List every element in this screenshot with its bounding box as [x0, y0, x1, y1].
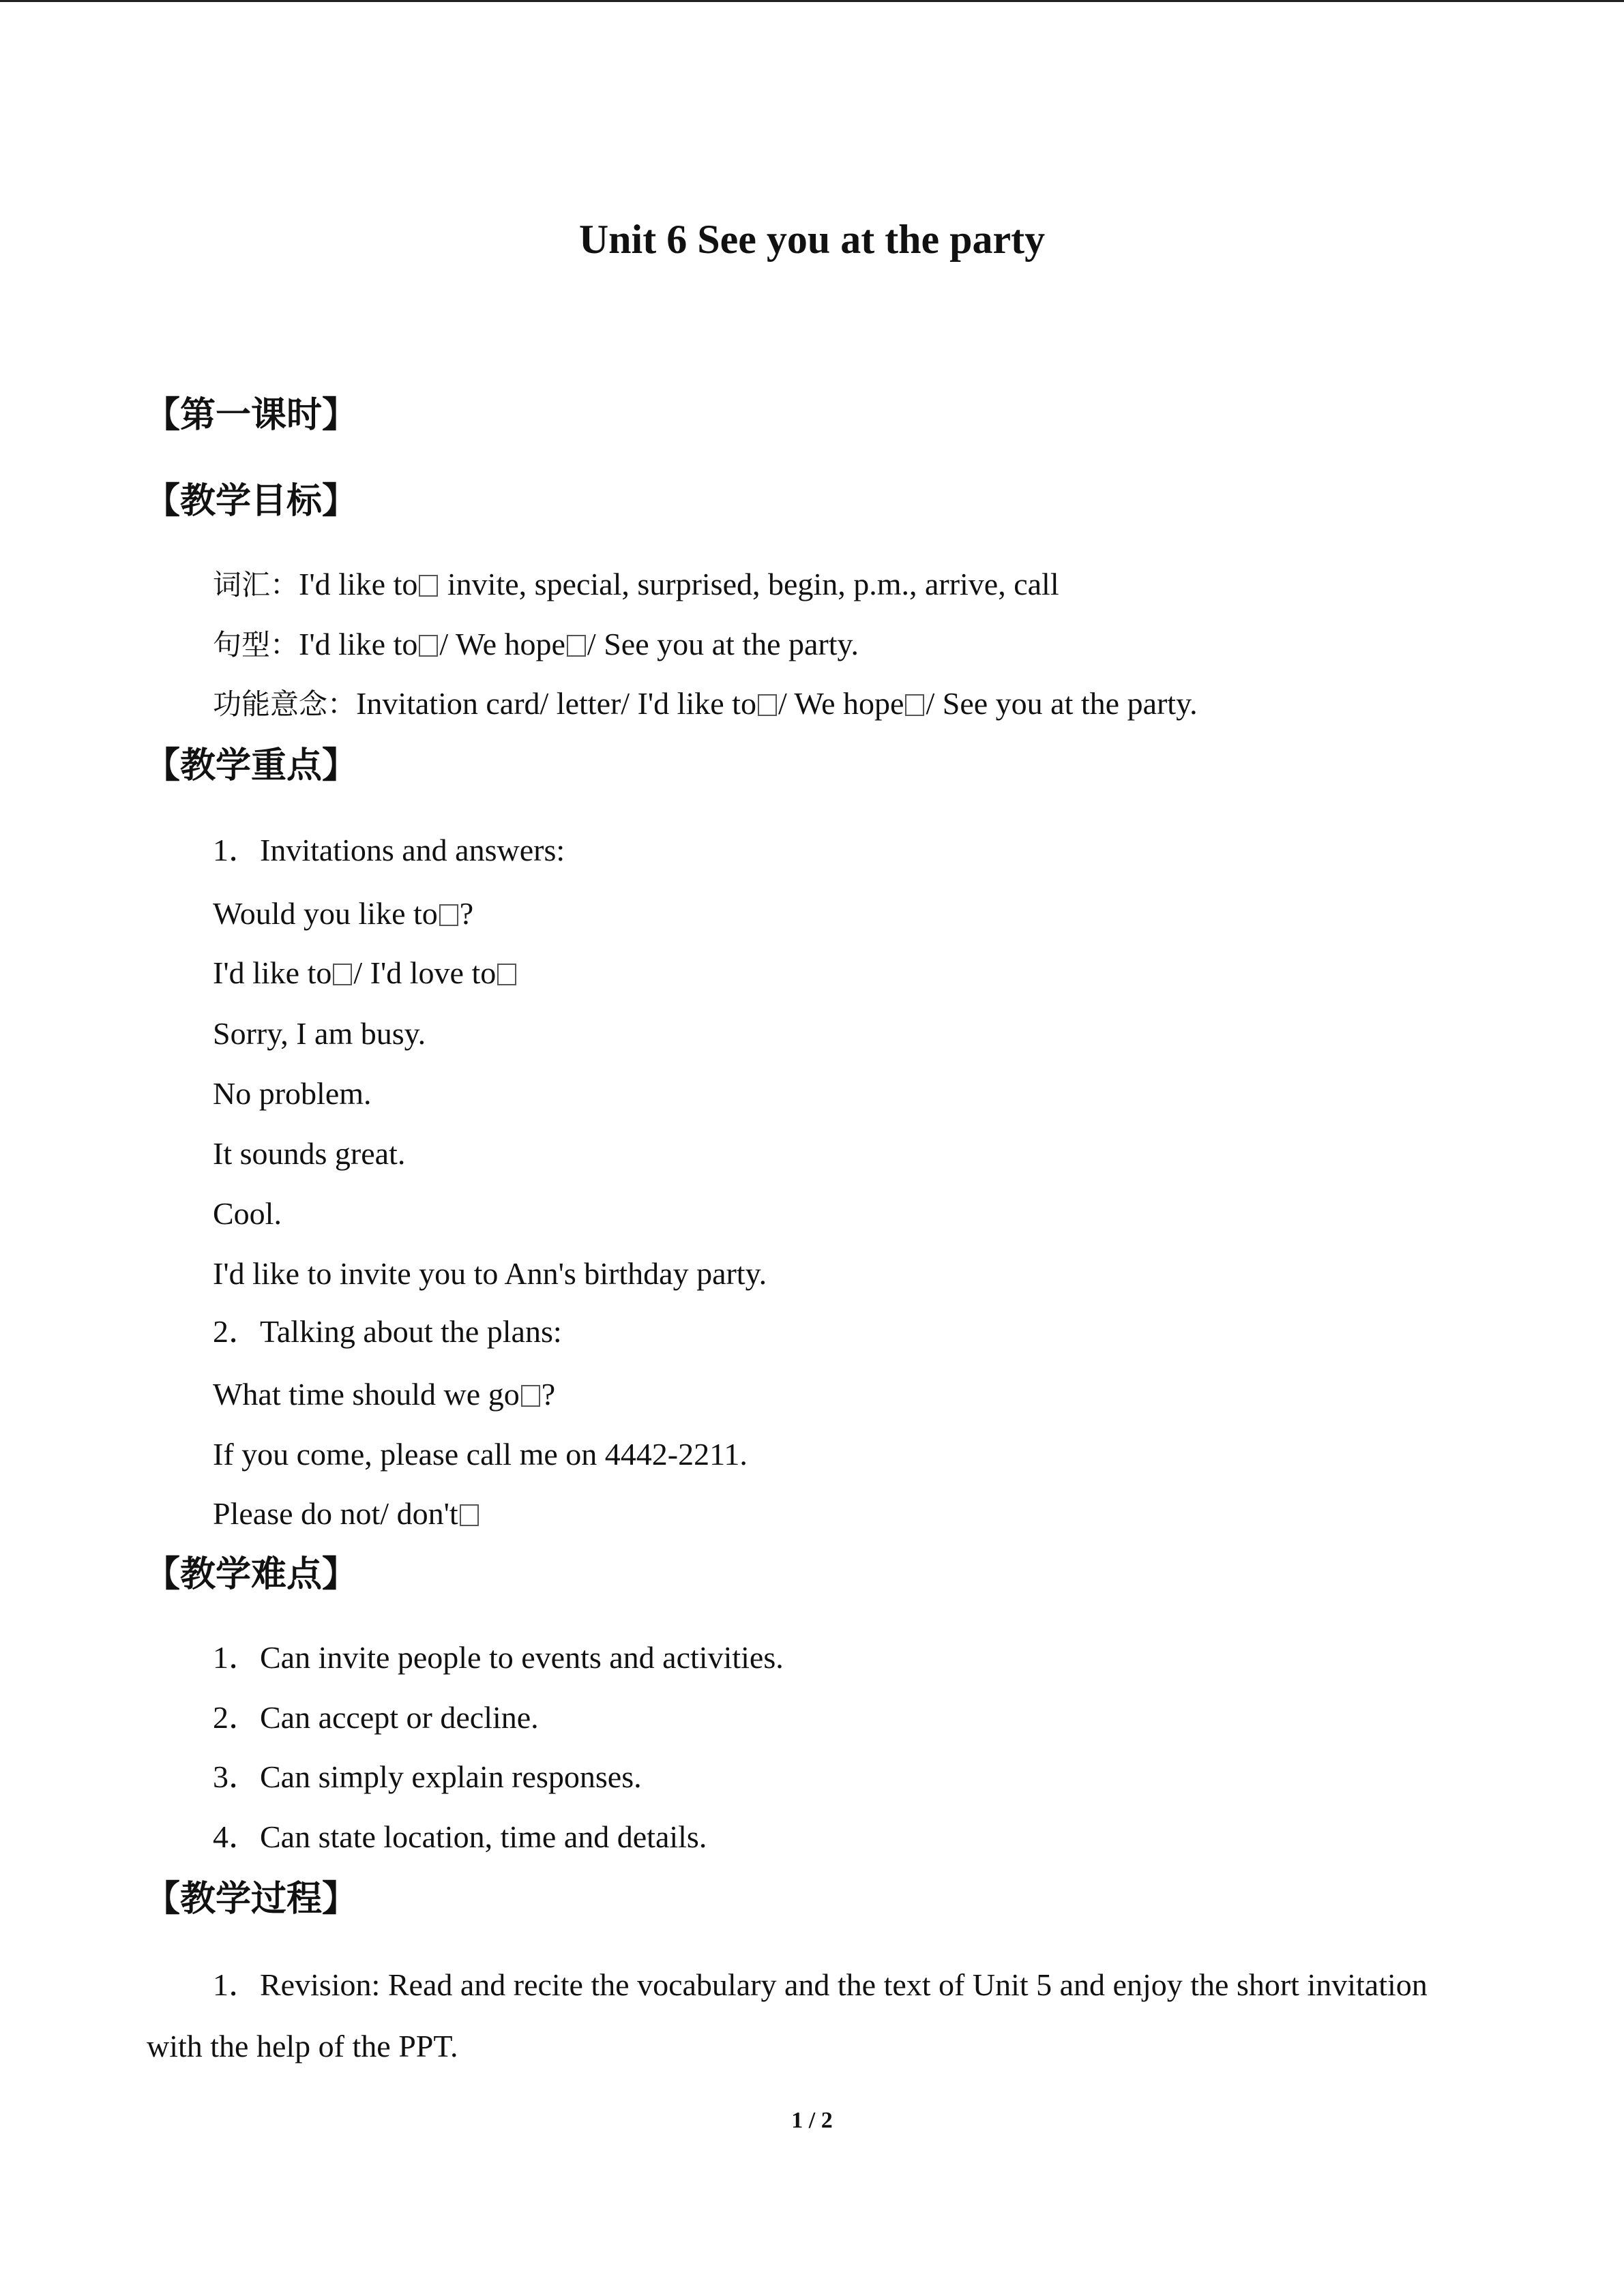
vocab-text-a: I'd like to [299, 567, 418, 601]
function-text-c: / See you at the party. [926, 686, 1198, 721]
line-text: What time should we go [213, 1377, 520, 1412]
line-text: ? [541, 1377, 556, 1412]
key-point-line: Cool. [213, 1196, 282, 1231]
process-line-1: 1．Revision: Read and recite the vocabulary and the text of Unit 5 and enjoy the short invitation [213, 1967, 1428, 2002]
missing-glyph-box [567, 635, 586, 657]
line-text: Would you like to [213, 896, 438, 931]
difficulty-item: 1．Can invite people to events and activities. [213, 1640, 784, 1675]
vocab-text-b: invite, special, surprised, begin, p.m., arrive, call [439, 567, 1059, 601]
missing-glyph-box [758, 694, 777, 716]
section-objectives-heading: 【教学目标】 [145, 481, 358, 522]
key-point-line: No problem. [213, 1076, 372, 1111]
missing-glyph-box [905, 694, 924, 716]
objective-sentence-patterns [213, 629, 859, 660]
key-point-line [213, 898, 473, 929]
line-text: I'd like to [213, 955, 332, 990]
pattern-text-a: I'd like to [299, 627, 418, 661]
function-text-a: Invitation card/ letter/ I'd like to [356, 686, 756, 721]
missing-glyph-box [419, 575, 438, 597]
key-point-line [213, 1498, 480, 1530]
key-point-item-1: 1．Invitations and answers: [213, 833, 565, 867]
page-number: 1 / 2 [791, 2108, 833, 2133]
difficulty-item: 2．Can accept or decline. [213, 1700, 539, 1735]
key-point-item-2: 2．Talking about the plans: [213, 1314, 562, 1349]
vocab-label: 词汇： [213, 568, 299, 601]
objective-functions [213, 688, 1198, 719]
pattern-label: 句型： [213, 628, 299, 661]
line-text: Please do not/ don't [213, 1496, 458, 1531]
page-title: Unit 6 See you at the party [578, 217, 1046, 262]
key-point-line [213, 1379, 555, 1410]
missing-glyph-box [460, 1504, 479, 1526]
objective-vocabulary [213, 569, 1059, 600]
difficulty-item: 4．Can state location, time and details. [213, 1819, 707, 1854]
difficulty-item: 3．Can simply explain responses. [213, 1759, 642, 1794]
key-point-line [213, 957, 518, 989]
section-key-points-heading: 【教学重点】 [145, 745, 358, 786]
function-text-b: / We hope [778, 686, 904, 721]
function-label: 功能意念： [213, 687, 357, 721]
section-lesson-heading: 【第一课时】 [145, 395, 358, 436]
line-text: ? [459, 896, 474, 931]
section-difficulties-heading: 【教学难点】 [145, 1554, 358, 1595]
process-line-2: with the help of the PPT. [147, 2029, 458, 2063]
key-point-line: If you come, please call me on 4442-2211. [213, 1437, 748, 1472]
missing-glyph-box [439, 904, 458, 926]
missing-glyph-box [521, 1385, 540, 1407]
key-point-line: Sorry, I am busy. [213, 1016, 426, 1051]
missing-glyph-box [497, 964, 516, 985]
missing-glyph-box [333, 964, 352, 985]
line-text: / I'd love to [353, 955, 497, 990]
key-point-line: I'd like to invite you to Ann's birthday party. [213, 1256, 767, 1291]
section-process-heading: 【教学过程】 [145, 1879, 358, 1920]
pattern-text-b: / We hope [439, 627, 565, 661]
missing-glyph-box [419, 635, 438, 657]
pattern-text-c: / See you at the party. [587, 627, 859, 661]
key-point-line: It sounds great. [213, 1136, 406, 1171]
